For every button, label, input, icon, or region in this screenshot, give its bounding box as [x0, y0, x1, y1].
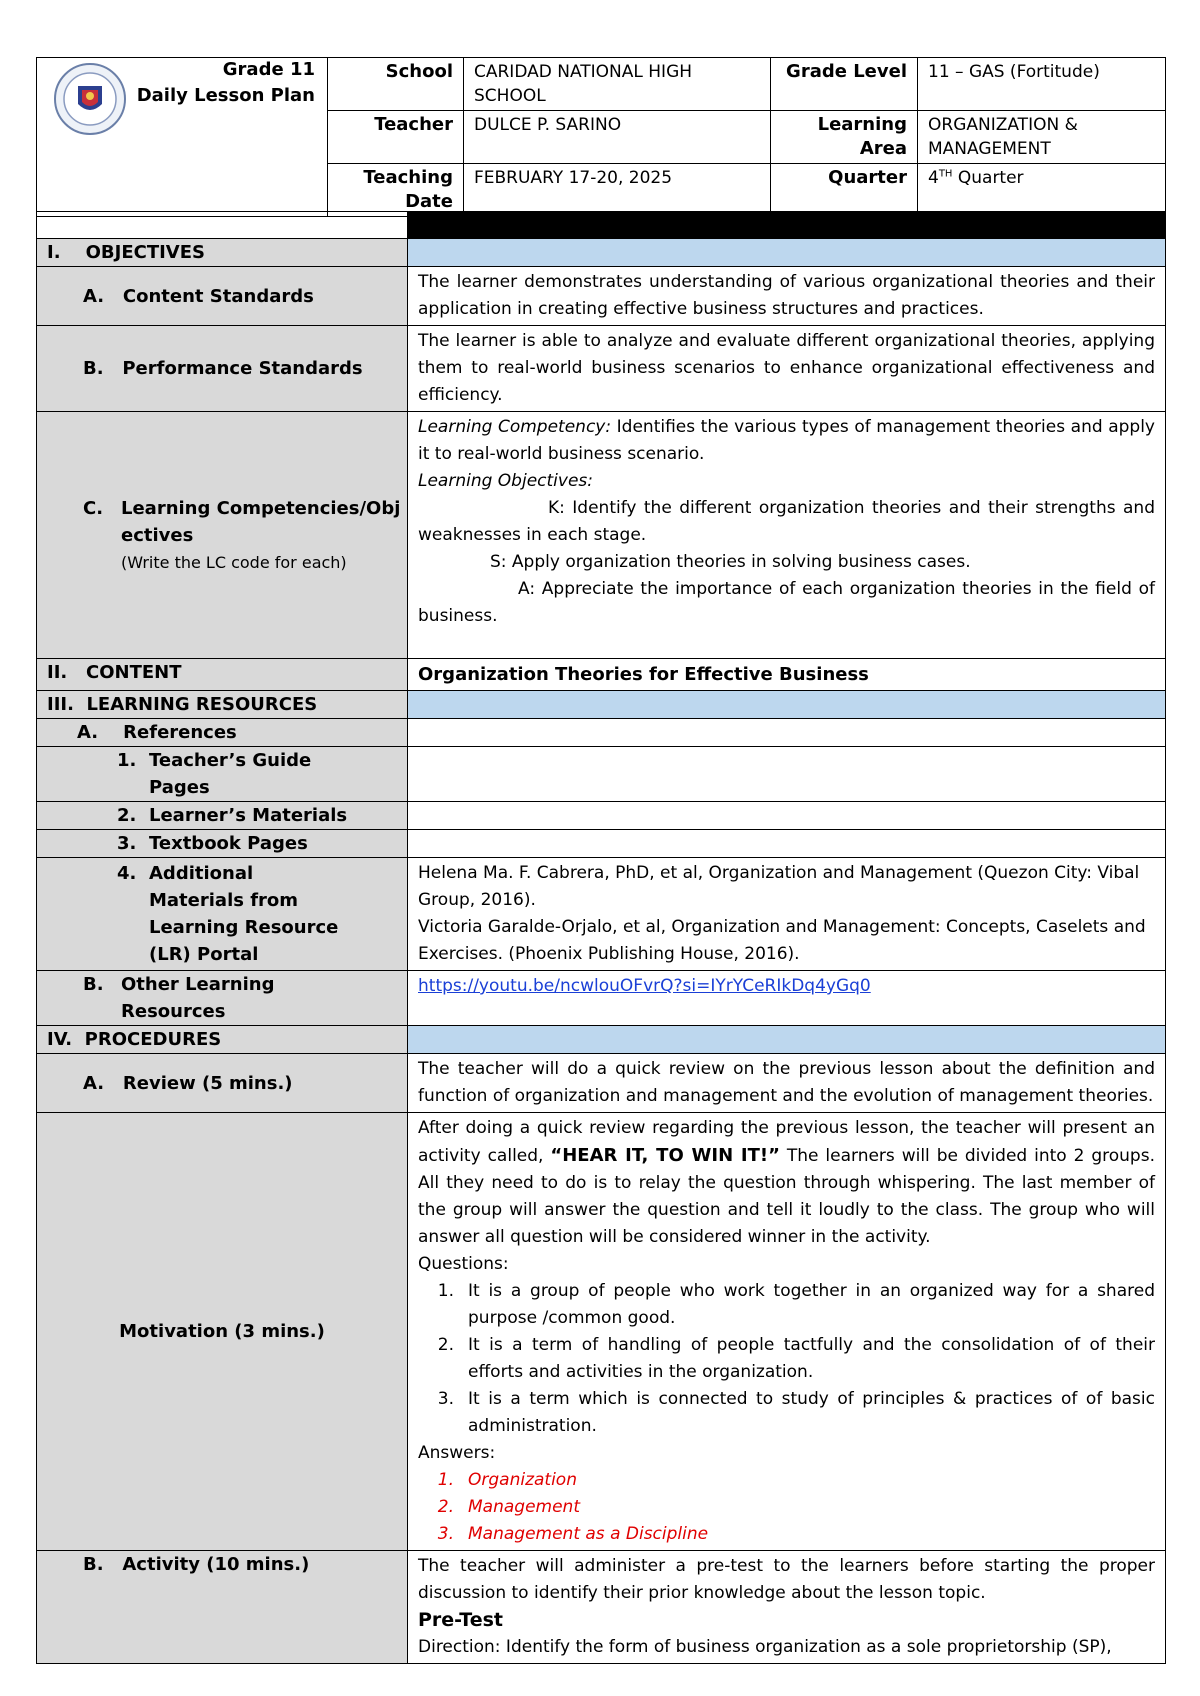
additional-materials-text — [408, 858, 1166, 971]
pretest-title: Pre-Test — [418, 1609, 503, 1631]
lesson-plan-table — [36, 211, 1166, 1664]
pretest-direction: Direction: Identify the form of business organization as a sole proprietorship (SP), — [418, 1637, 1112, 1657]
deped-seal-icon — [53, 62, 127, 136]
other-resources-label-cell: B. Other Learning Resources — [37, 971, 408, 1026]
textbook-label: Textbook Pages — [149, 833, 308, 854]
reference-orjalo: Victoria Garalde-Orjalo, et al, Organization and Management: Concepts, Caselets and Exercises. (Phoenix Publishing House, 2016). — [418, 917, 1146, 964]
teaching-date-value: FEBRUARY 17-20, 2025 — [464, 164, 771, 217]
performance-standards-label: B. Performance Standards — [37, 326, 408, 412]
answers-label: Answers: — [418, 1443, 496, 1463]
resources-label: III. LEARNING RESOURCES — [37, 691, 408, 719]
quarter-value: 4TH Quarter — [918, 164, 1166, 217]
learning-competency: Learning Competency: Identifies the various types of management theories and apply it to real-world business scenario. — [418, 417, 1155, 464]
plan-title: Daily Lesson Plan — [136, 85, 315, 106]
teachers-guide-label: Teacher’s Guide Pages — [149, 750, 312, 798]
references-label: A. References — [37, 719, 408, 747]
additional-materials-label: Additional Materials from Learning Resource (LR) Portal — [149, 863, 339, 965]
content-standards-label: A. Content Standards — [37, 267, 408, 326]
reference-cabrera: Helena Ma. F. Cabrera, PhD, et al, Organization and Management (Quezon City: Vibal Group, 2016). — [418, 863, 1140, 910]
activity-label: B. Activity (10 mins.) — [37, 1551, 408, 1664]
review-label: A. Review (5 mins.) — [37, 1054, 408, 1113]
resources-bar — [408, 691, 1166, 719]
content-value: Organization Theories for Effective Business — [408, 659, 1166, 691]
learning-area-label: Learning Area — [771, 111, 918, 164]
learners-materials-label: Learner’s Materials — [149, 805, 348, 826]
objective-s: S: Apply organization theories in solving business cases. — [490, 552, 971, 572]
grade-title: Grade 11 — [222, 59, 315, 80]
motivation-cell — [408, 1113, 1166, 1551]
motivation-text: After doing a quick review regarding the previous lesson, the teacher will present an activity called, “HEAR IT, TO WIN IT!” The learners will be divided into 2 groups. All they need to do is to relay the question through whispering. The last member of the group will answer the question and tell it loudly to the class. The group who will answer all question will be considered winner in the activity. — [418, 1118, 1155, 1247]
youtube-link[interactable]: https://youtu.be/ncwlouOFvrQ?si=IYrYCeRIkDq4yGq0 — [418, 976, 871, 996]
question-item: 1. It is a group of people who work together in an organized way for a shared purpose /common good. — [437, 1281, 1155, 1328]
school-value: CARIDAD NATIONAL HIGH SCHOOL — [464, 58, 771, 111]
answer-item: 2. Management — [437, 1497, 580, 1517]
question-item: 2. It is a term of handling of people tactfully and the consolidation of of their efforts and activities in the organization. — [437, 1335, 1155, 1382]
competencies-label-num: C. — [83, 497, 104, 519]
competencies-label: Learning Competencies/Objectives — [121, 497, 401, 546]
header-table — [36, 57, 1166, 217]
grade-level-label: Grade Level — [771, 58, 918, 111]
blank-header-cell — [37, 212, 408, 239]
performance-standards-text: The learner is able to analyze and evaluate different organizational theories, applying them to real-world business scenarios to enhance organizational effectiveness and efficiency. — [408, 326, 1166, 412]
competencies-text-cell — [408, 412, 1166, 659]
teachers-guide-value — [408, 747, 1166, 802]
grade-level-value: 11 – GAS (Fortitude) — [918, 58, 1166, 111]
teacher-value: DULCE P. SARINO — [464, 111, 771, 164]
school-label: School — [328, 58, 464, 111]
learners-materials-value — [408, 802, 1166, 830]
question-item: 3. It is a term which is connected to study of principles & practices of of basic administration. — [437, 1389, 1155, 1436]
competencies-note: (Write the LC code for each) — [121, 552, 347, 572]
procedures-bar — [408, 1026, 1166, 1054]
textbook-label-cell: 3. Textbook Pages — [37, 830, 408, 858]
additional-materials-label-cell: 4. Additional Materials from Learning Resource (LR) Portal — [37, 858, 408, 971]
learning-area-value: ORGANIZATION & MANAGEMENT — [918, 111, 1166, 164]
header-logo-cell — [37, 58, 328, 217]
content-standards-text: The learner demonstrates understanding of various organizational theories and their application in creating effective business structures and practices. — [408, 267, 1166, 326]
questions-label: Questions: — [418, 1254, 509, 1274]
black-header-bar — [408, 212, 1166, 239]
learning-objectives-label: Learning Objectives: — [418, 471, 593, 491]
competencies-label-cell — [37, 412, 408, 659]
other-resources-label: Other Learning Resources — [121, 974, 275, 1022]
textbook-value — [408, 830, 1166, 858]
answer-item: 1. Organization — [437, 1470, 577, 1490]
quarter-label: Quarter — [771, 164, 918, 217]
motivation-label: Motivation (3 mins.) — [37, 1113, 408, 1551]
objectives-bar — [408, 239, 1166, 267]
teaching-date-label: Teaching Date — [328, 164, 464, 217]
activity-cell — [408, 1551, 1166, 1664]
other-resources-value — [408, 971, 1166, 1026]
teachers-guide-label-cell: 1. Teacher’s Guide Pages — [37, 747, 408, 802]
objectives-title: I. OBJECTIVES — [37, 239, 408, 267]
teacher-label: Teacher — [328, 111, 464, 164]
content-label: II. CONTENT — [37, 659, 408, 691]
answer-item: 3. Management as a Discipline — [437, 1524, 709, 1544]
review-text: The teacher will do a quick review on the previous lesson about the definition and function of organization and management and the evolution of management theories. — [408, 1054, 1166, 1113]
procedures-label: IV. PROCEDURES — [37, 1026, 408, 1054]
objective-a: A: Appreciate the importance of each organization theories in the field of business. — [418, 579, 1155, 626]
objective-k: K: Identify the different organization theories and their strengths and weaknesses in each stage. — [418, 498, 1155, 545]
learners-materials-label-cell: 2. Learner’s Materials — [37, 802, 408, 830]
references-value — [408, 719, 1166, 747]
activity-text: The teacher will administer a pre-test to the learners before starting the proper discussion to identify their prior knowledge about the lesson topic. — [418, 1556, 1155, 1603]
